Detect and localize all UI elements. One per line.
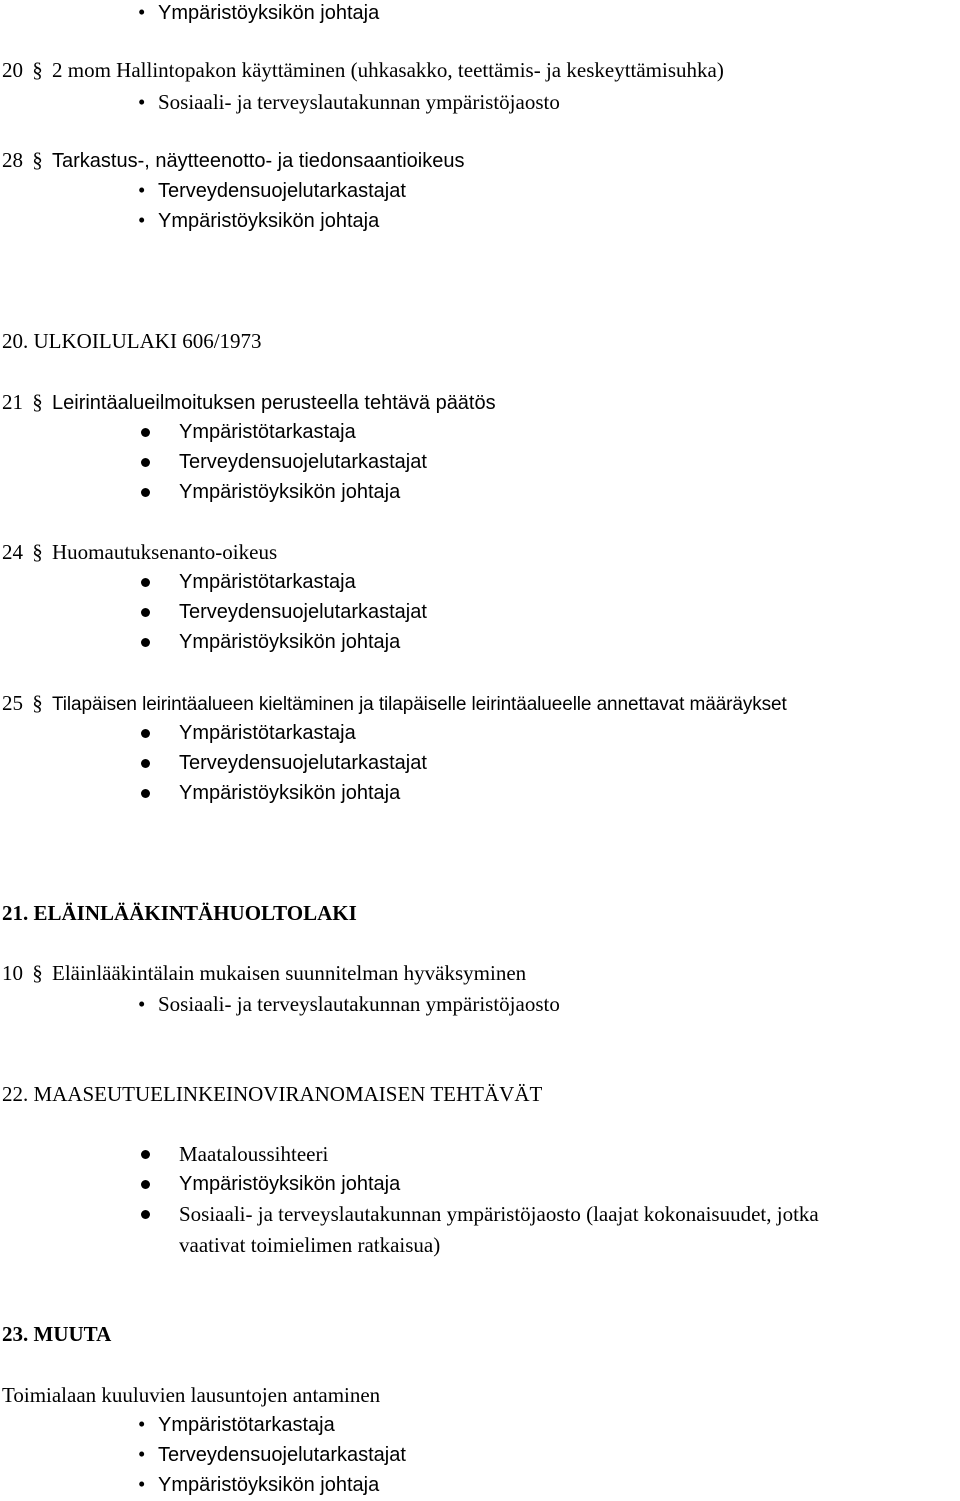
paragraph-sign: § (32, 390, 43, 414)
list-item: • Sosiaali- ja terveyslautakunnan ympäristöjaosto (138, 90, 560, 114)
bullet-icon: • (138, 90, 146, 114)
bullet-icon (141, 1180, 150, 1189)
list-item: • Ympäristötarkastaja (138, 1412, 335, 1436)
bullet-icon (141, 1210, 150, 1219)
list-item: Ympäristöyksikön johtaja (179, 782, 401, 804)
section-title: 28 § Tarkastus-, näytteenotto- ja tiedonsaantioikeus (2, 148, 465, 172)
section-title: 25 § Tilapäisen leirintäalueen kieltäminen ja tilapäiselle leirintäalueelle annettavat määräykset (2, 691, 787, 715)
list-item: Terveydensuojelutarkastajat (179, 601, 427, 623)
list-item: Ympäristötarkastaja (179, 421, 356, 443)
section-heading: 20. ULKOILULAKI 606/1973 (2, 329, 262, 353)
list-item: Ympäristötarkastaja (179, 722, 356, 744)
paragraph-sign: § (32, 961, 43, 985)
list-item: • Ympäristöyksikön johtaja (138, 208, 380, 232)
bullet-icon (141, 578, 150, 587)
section-title: Toimialaan kuuluvien lausuntojen antaminen (2, 1383, 381, 1407)
list-item: Ympäristöyksikön johtaja (179, 481, 401, 503)
bullet-icon: • (138, 178, 146, 202)
section-title: 21 § Leirintäalueilmoituksen perusteella tehtävä päätös (2, 390, 496, 414)
bullet-icon: • (138, 992, 146, 1016)
section-heading: 22. MAASEUTUELINKEINOVIRANOMAISEN TEHTÄVÄT (2, 1082, 543, 1106)
list-item: • Terveydensuojelutarkastajat (138, 1442, 406, 1466)
section-heading: 23. MUUTA (2, 1322, 112, 1346)
list-item: Maataloussihteeri (179, 1142, 329, 1166)
section-title: 10 § Eläinlääkintälain mukaisen suunnitelman hyväksyminen (2, 961, 527, 985)
bullet-icon (141, 1150, 150, 1159)
list-item: Ympäristöyksikön johtaja (179, 631, 401, 653)
section-title: 24 § Huomautuksenanto-oikeus (2, 540, 278, 564)
paragraph-sign: § (32, 148, 43, 172)
bullet-icon: • (138, 0, 146, 24)
list-item: Ympäristöyksikön johtaja (179, 1173, 401, 1195)
bullet-icon (141, 789, 150, 798)
bullet-icon (141, 428, 150, 437)
section-title: 20 § 2 mom Hallintopakon käyttäminen (uhkasakko, teettämis- ja keskeyttämisuhka) (2, 58, 724, 82)
list-item: • Ympäristöyksikön johtaja (138, 1472, 380, 1496)
paragraph-sign: § (32, 540, 43, 564)
bullet-icon (141, 638, 150, 647)
bullet-icon (141, 458, 150, 467)
list-item: Terveydensuojelutarkastajat (179, 451, 427, 473)
bullet-icon (141, 729, 150, 738)
bullet-icon: • (138, 1412, 146, 1436)
list-item: • Sosiaali- ja terveyslautakunnan ympäristöjaosto (138, 992, 560, 1016)
list-item: Sosiaali- ja terveyslautakunnan ympäristöjaosto (laajat kokonaisuudet, jotka (179, 1202, 819, 1226)
bullet-icon: • (138, 1442, 146, 1466)
bullet-icon (141, 488, 150, 497)
list-item: Ympäristötarkastaja (179, 571, 356, 593)
paragraph-sign: § (32, 691, 43, 715)
list-item: Terveydensuojelutarkastajat (179, 752, 427, 774)
bullet-icon: • (138, 208, 146, 232)
list-item-continuation: vaativat toimielimen ratkaisua) (179, 1233, 441, 1257)
list-item: • Terveydensuojelutarkastajat (138, 178, 406, 202)
bullet-icon: • (138, 1472, 146, 1496)
bullet-icon (141, 608, 150, 617)
paragraph-sign: § (32, 58, 43, 82)
section-heading: 21. ELÄINLÄÄKINTÄHUOLTOLAKI (2, 901, 357, 925)
list-item: • Ympäristöyksikön johtaja (138, 0, 380, 24)
bullet-icon (141, 759, 150, 768)
